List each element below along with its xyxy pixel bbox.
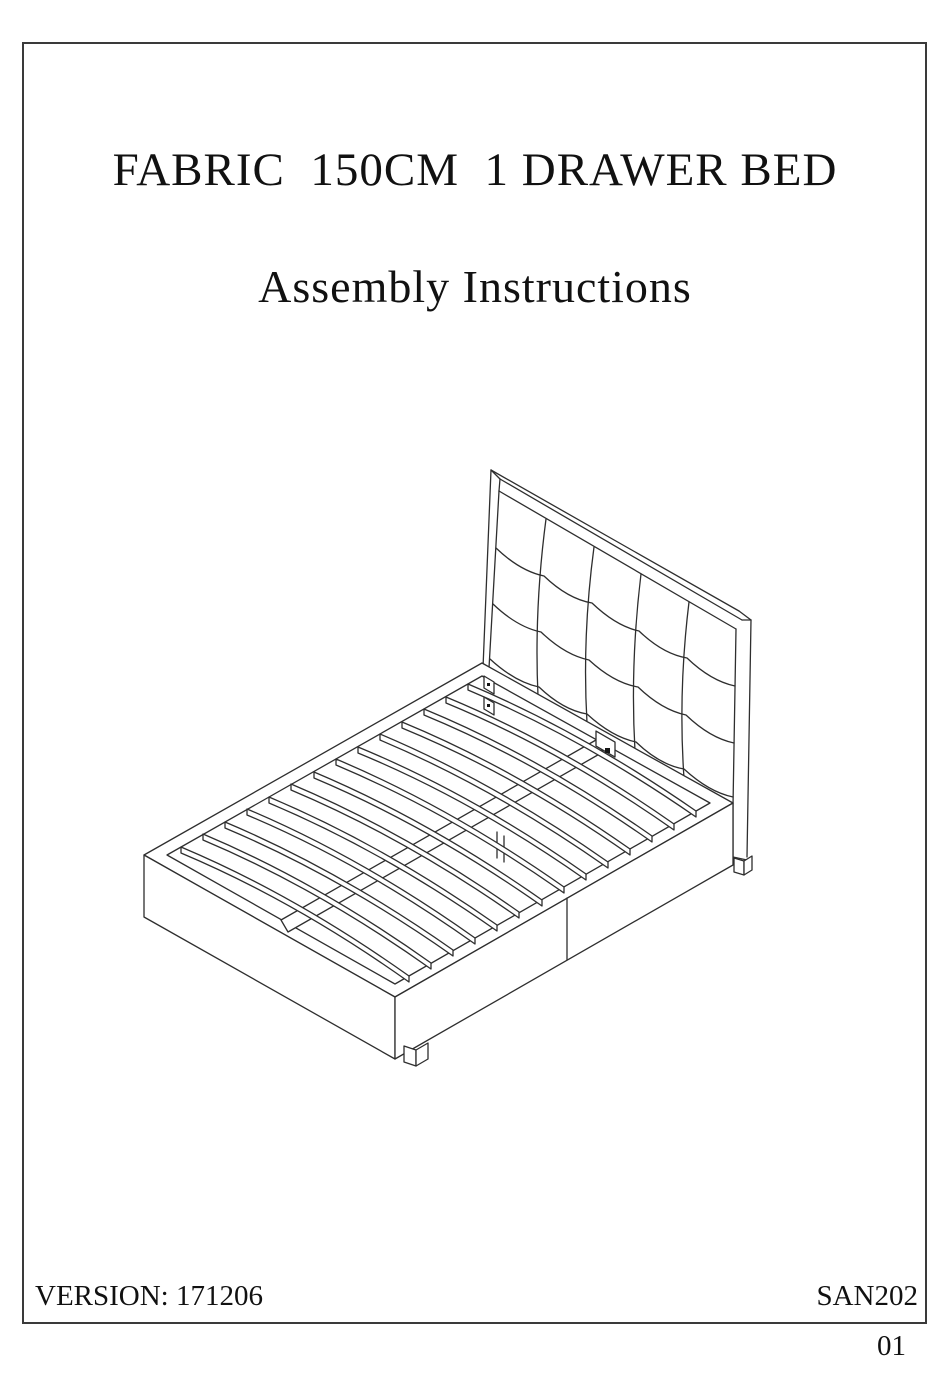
foot-corner-leg [404, 1046, 416, 1066]
product-code: SAN202 [816, 1280, 918, 1312]
page-number: 01 [877, 1330, 906, 1362]
document-title: FABRIC 150CM 1 DRAWER BED [112, 144, 838, 196]
headboard-leg-foot [734, 858, 744, 875]
document-subtitle: Assembly Instructions [258, 261, 692, 312]
version-label: VERSION: 171206 [35, 1280, 263, 1312]
